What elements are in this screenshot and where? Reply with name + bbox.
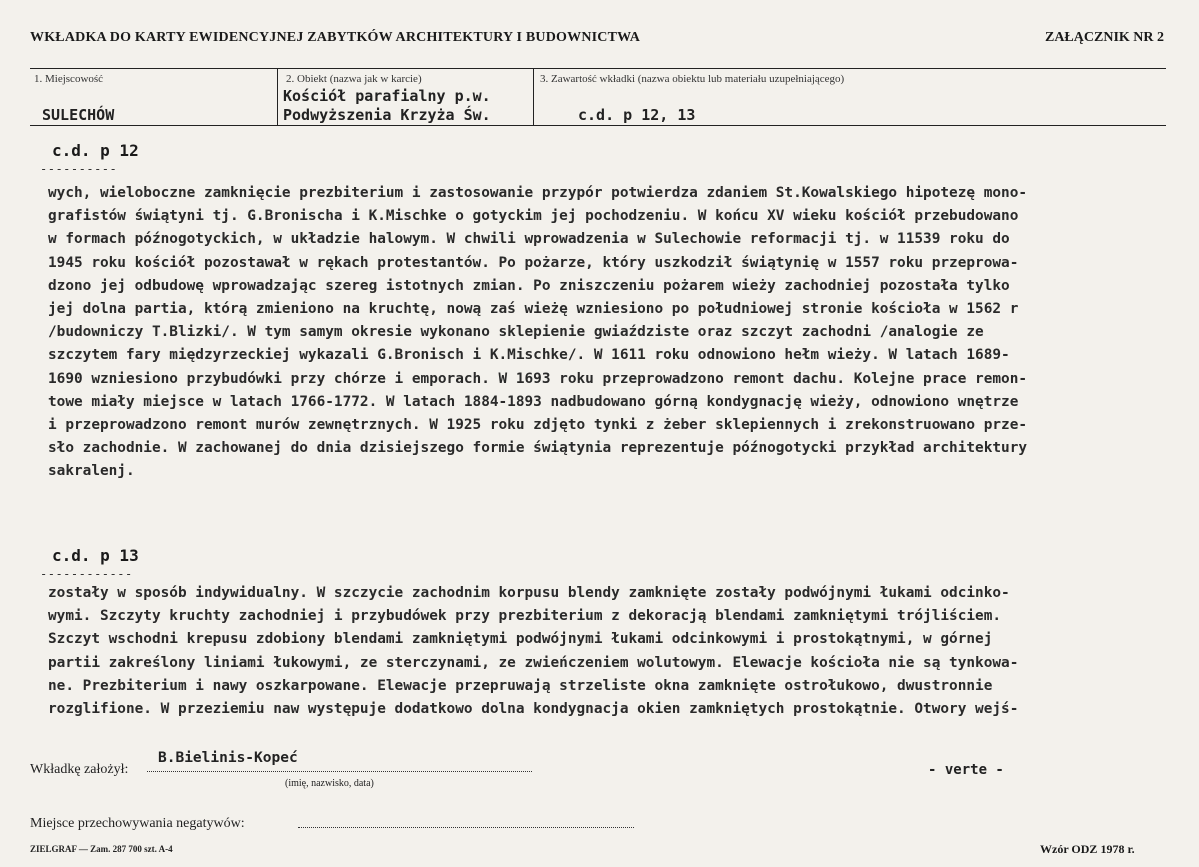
author-dotted-line [147, 771, 532, 772]
text-line: 1690 wzniesiono przybudówki przy chórze i emporach. W 1693 roku przeprowadzono remont dachu. Kolejne prace remon- [48, 370, 1028, 387]
section-title: c.d. p 12 [52, 141, 139, 160]
fields-bottom-rule [30, 125, 1166, 126]
text-line: jej dolna partia, którą zmieniono na kruchtę, nową zaś wieżę wzniesiono po południowej stronie kościoła w 1562 r [48, 301, 1019, 318]
text-line: wymi. Szczyty kruchty zachodniej i przybudówek przy prezbiterium z dekoracją blendami zamkniętymi trójliściem. [48, 608, 1002, 625]
author-hint: (imię, nazwisko, data) [285, 778, 374, 789]
section-title: c.d. p 13 [52, 546, 139, 565]
form-title: WKŁADKA DO KARTY EWIDENCYJNEJ ZABYTKÓW ARCHITEKTURY I BUDOWNICTWA [30, 30, 641, 45]
text-line: dzono jej odbudowę wprowadzając szereg istotnych zmian. Po zniszczeniu pożarem wieży zachodniej pozostała tylko [48, 277, 1010, 294]
annex-number: ZAŁĄCZNIK NR 2 [1044, 30, 1164, 45]
text-line: ne. Prezbiterium i nawy oszkarpowane. Elewacje przepruwają strzeliste okna zamknięte ostrołukowo, dwustronnie [48, 677, 993, 694]
text-line: towe miały miejsce w latach 1766-1772. W latach 1884-1893 nadbudowano górną kondygnację wieży, odnowiono wnętrze [48, 393, 1019, 410]
header-rule [30, 68, 1166, 69]
section-body [48, 182, 1198, 484]
text-line: rozglifione. W przeziemiu naw występuje dodatkowo dolna kondygnacja okien zamkniętych prostokątnie. Otwory wejś- [48, 701, 1019, 718]
author-value: B.Bielinis-Kopeć [158, 750, 298, 766]
section-underline: ---------- [40, 162, 118, 176]
section-underline: ------------ [40, 567, 133, 581]
text-line: sło zachodnie. W zachowanej do dnia dzisiejszego formie świątynia reprezentuje późnogotycki przykład architektury [48, 440, 1028, 457]
text-line: szczytem fary międzyrzeckiej wykazali G.Bronisch i K.Mischke/. W 1611 roku odnowiono hełm wieży. W latach 1689- [48, 347, 1010, 364]
field-divider-1 [277, 68, 278, 126]
location-value: SULECHÓW [42, 106, 115, 124]
content-value: c.d. p 12, 13 [578, 106, 696, 124]
text-line: /budowniczy T.Blizki/. W tym samym okresie wykonano sklepienie gwiaździste oraz szczyt zachodni /analogie ze [48, 324, 984, 341]
negatives-label: Miejsce przechowywania negatywów: [30, 816, 245, 831]
text-line: i przeprowadzono remont murów zewnętrznych. W 1925 roku zdjęto tynki z żeber sklepiennych i zrekonstruowano prze- [48, 417, 1028, 434]
text-line: zostały w sposób indywidualny. W szczycie zachodnim korpusu blendy zamknięte zostały podwójnymi łukami odcinko- [48, 585, 1010, 601]
field-divider-2 [533, 68, 534, 126]
text-line: Szczyt wschodni krepusu zdobiony blendami zamkniętymi podwójnymi łukami odcinkowymi i prostokątnymi, w górnej [48, 631, 993, 648]
object-line-2: Podwyższenia Krzyża Św. [283, 106, 491, 124]
location-label: 1. Miejscowość [34, 73, 104, 85]
verte-mark: - verte - [928, 762, 1004, 778]
content-label: 3. Zawartość wkładki (nazwa obiektu lub materiału uzupełniającego) [540, 73, 845, 85]
section-body [48, 582, 1198, 721]
text-line: partii zakreślony liniami łukowymi, ze sterczynami, ze zwieńczeniem wolutowym. Elewacje kościoła nie są tynkowa- [48, 654, 1019, 671]
object-label: 2. Obiekt (nazwa jak w karcie) [286, 73, 422, 85]
text-line: grafistów świątyni tj. G.Bronischa i K.Mischke o gotyckim jej pochodzeniu. W końcu XV wieku kościół przebudowano [48, 208, 1019, 225]
form-version: Wzór ODZ 1978 r. [1040, 842, 1135, 856]
text-line: 1945 roku kościół pozostawał w rękach protestantów. Po pożarze, który uszkodził świątynię w 1557 roku przeprowa- [48, 254, 1019, 271]
text-line: wych, wieloboczne zamknięcie prezbiterium i zastosowanie przypór potwierdza zdaniem St.Kowalskiego hipotezę mono- [48, 185, 1028, 201]
object-line-1: Kościół parafialny p.w. [283, 87, 491, 105]
author-label: Wkładkę założył: [30, 762, 129, 777]
negatives-dotted-line [298, 827, 634, 828]
text-line: w formach późnogotyckich, w układzie halowym. W chwili wprowadzenia w Sulechowie reformacji tj. w 11539 roku do [48, 231, 1010, 248]
printer-info: ZIELGRAF — Zam. 287 700 szt. A-4 [30, 844, 173, 854]
text-line: sakralenj. [48, 463, 135, 480]
